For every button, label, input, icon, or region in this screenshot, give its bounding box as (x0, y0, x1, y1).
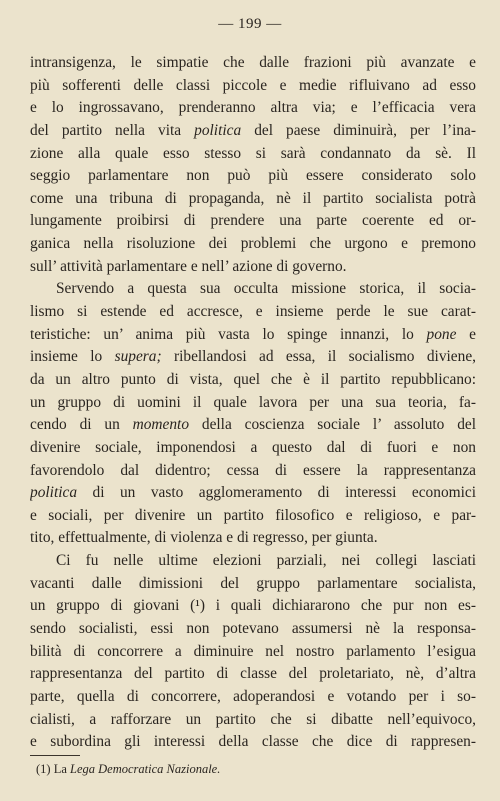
text-line: intransigenza, le simpatie che dalle frazioni più avanzate e (30, 54, 476, 71)
text-line: cendo di un momento della coscienza sociale l’ assoluto del (30, 416, 476, 434)
text-line: tito, effettualmente, di violenza e di regresso, per giunta. (30, 529, 378, 547)
text-line: insieme lo supera; ribellandosi ad essa, il socialismo diviene, (30, 348, 476, 366)
text-line: e subordina gli interessi della classe che dice di rappresen- (30, 733, 476, 751)
footnote-marker: (1) La (36, 762, 67, 776)
text-line: parte, quella di concorrere, adoperandosi e votando per i so- (30, 687, 476, 705)
text-line: favorendolo dal didentro; cessa di essere la rappresentanza (30, 461, 476, 479)
text-line: lismo si estende ed accresce, e insieme perde le sue carat- (30, 303, 476, 321)
text-line: sendo socialisti, essi non potevano assumersi nè la responsa- (30, 620, 476, 638)
text-line: politica di un vasto agglomeramento di interessi economici (30, 484, 476, 502)
text-line: cialisti, a rafforzare un partito che si dibatte nell’equivoco, (30, 710, 476, 728)
text-line: da un altro punto di vista, quel che è il partito repubblicano: (30, 370, 476, 388)
text-line: e sociali, per divenire un partito filosofico e religioso, e par- (30, 506, 476, 524)
text-line: rappresentanza del partito di classe del proletariato, nè, d’altra (30, 665, 476, 683)
text-line: del partito nella vita politica del paese diminuirà, per l’ina- (30, 121, 476, 139)
text-line: sull’ attività parlamentare e nell’ azione di governo. (30, 257, 347, 275)
text-line: Servendo a questa sua occulta missione storica, il socia- (56, 280, 476, 298)
text-line: seggio parlamentare non può più essere considerato solo (30, 167, 476, 185)
text-line: un gruppo di giovani (¹) i quali dichiararono che pur non es- (30, 597, 476, 615)
text-line: come una tribuna di propaganda, nè il partito socialista potrà (30, 189, 476, 207)
footnote-text: Lega Democratica Nazionale. (70, 762, 221, 776)
text-line: e lo ingrossavano, prenderanno altra via; e l’efficacia vera (30, 99, 476, 117)
footnote (36, 762, 220, 777)
text-line: Ci fu nelle ultime elezioni parziali, nei collegi lasciati (56, 552, 476, 570)
body-text (30, 52, 476, 754)
page-number: — 199 — (218, 16, 282, 32)
text-line: bilità di concorrere a diminuire nel nostro parlamento l’esigua (30, 642, 476, 660)
text-line: vacanti dalle dimissioni del gruppo parlamentare socialista, (30, 574, 476, 592)
text-line: un gruppo di uomini il quale lavora per una sua teoria, fa- (30, 393, 476, 411)
text-line: lungamente proibirsi di prendere una parte coerente ed or- (30, 212, 476, 230)
text-line: divenire sociale, imponendosi a questo dal di fuori e non (30, 438, 476, 456)
text-line: teristiche: un’ anima più vasta lo spinge innanzi, lo pone e (30, 325, 476, 343)
text-line: ganica nella risoluzione dei problemi che urgono e premono (30, 235, 476, 253)
footnote-divider (30, 755, 80, 756)
text-line: zione alla quale esso stesso si sarà condannato da sè. Il (30, 144, 476, 162)
text-line: più sofferenti delle classi piccole e medie rifluivano ad esso (30, 76, 476, 94)
